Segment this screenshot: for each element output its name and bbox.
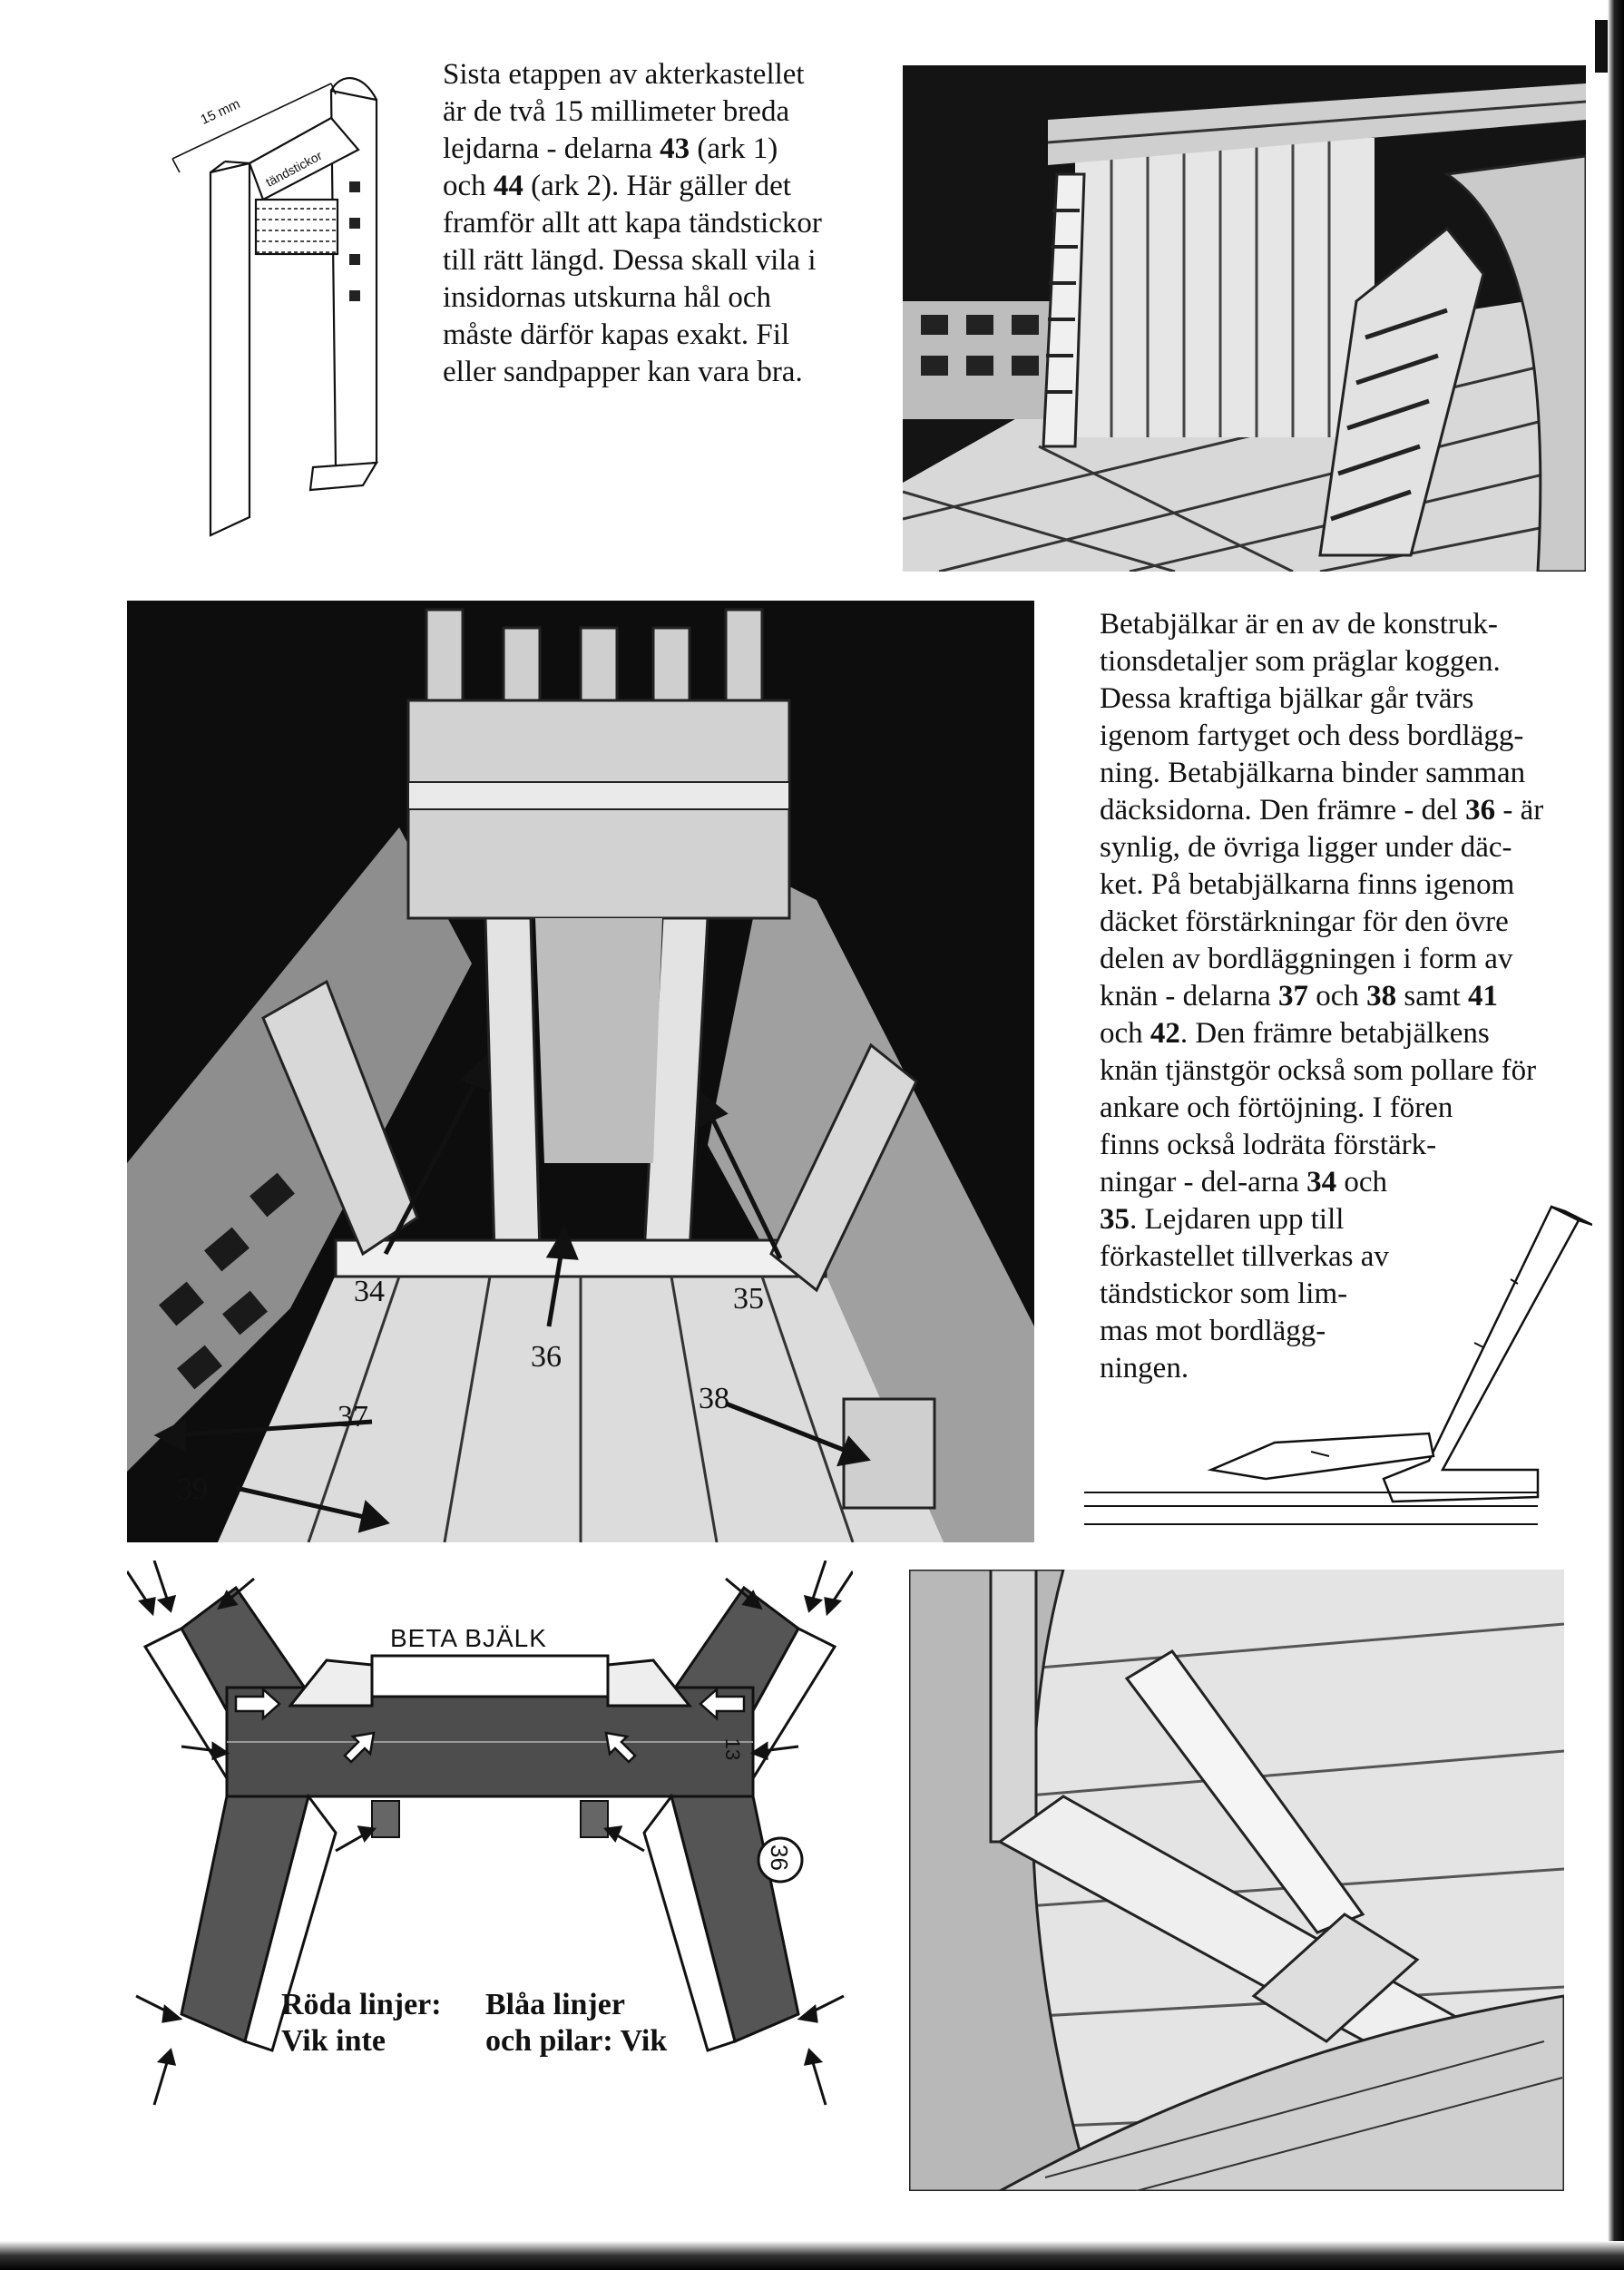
body-line: Dessa kraftiga bjälkar går tvärs: [1100, 682, 1474, 715]
sterncastle-photo: [903, 65, 1586, 572]
beam-closeup-photo: [909, 1570, 1564, 2191]
intro-line: måste därför kapas exakt. Fil: [443, 318, 790, 351]
body-line: ket. På betabjälkarna finns igenom: [1100, 868, 1515, 901]
legend-red-lines: [281, 1987, 442, 2060]
scan-edge-right: [1608, 0, 1624, 2270]
body-line: ningar - del-arna 34 och: [1100, 1166, 1388, 1199]
body-line: ankare och förtöjning. I fören: [1100, 1091, 1453, 1124]
intro-line: är de två 15 millimeter breda: [443, 95, 790, 128]
body-line: ningen.: [1100, 1352, 1189, 1385]
part-number-side: 13: [721, 1737, 745, 1761]
intro-line: lejdarna - delarna 43 (ark 1): [443, 132, 778, 165]
intro-line: Sista etappen av akterkastellet: [443, 58, 805, 91]
beam-part-diagram: [127, 1561, 853, 2123]
body-line: synlig, de övriga ligger under däc-: [1100, 831, 1512, 864]
body-line: däcket förstärkningar för den övre: [1100, 905, 1509, 938]
callout-38: 38: [699, 1382, 729, 1415]
legend-blue-line2: och pilar: Vik: [485, 2024, 668, 2058]
intro-line: till rätt längd. Dessa skall vila i: [443, 244, 817, 277]
body-line: däcksidorna. Den främre - del 36 - är: [1100, 794, 1544, 827]
intro-line: insidornas utskurna hål och: [443, 281, 772, 314]
callout-37: 37: [338, 1400, 368, 1433]
body-line: igenom fartyget och dess bordlägg-: [1100, 719, 1524, 752]
ladder-sketch: [154, 64, 417, 544]
legend-red-line1: Röda linjer:: [281, 1988, 442, 2021]
body-line: ning. Betabjälkarna binder samman: [1100, 757, 1526, 789]
callout-36: 36: [531, 1340, 562, 1374]
body-line: delen av bordläggningen i form av: [1100, 943, 1513, 975]
legend-red-line2: Vik inte: [281, 2024, 386, 2058]
body-line: knän - delarna 37 och 38 samt 41: [1100, 980, 1498, 1013]
callout-35: 35: [733, 1282, 764, 1316]
callout-39: 39: [177, 1473, 208, 1506]
dimension-label: 15 mm: [198, 96, 243, 128]
bow-interior-photo: [127, 601, 1034, 1542]
intro-line: och 44 (ark 2). Här gäller det: [443, 170, 791, 202]
knee-sketch: [1084, 1179, 1592, 1542]
beam-title: BETA BJÄLK: [390, 1624, 547, 1652]
scan-corner-mark: [1595, 20, 1608, 73]
intro-paragraph: [443, 56, 896, 391]
callout-34: 34: [354, 1275, 385, 1308]
body-line: mas mot bordlägg-: [1100, 1315, 1326, 1347]
intro-line: framför allt att kapa tändstickor: [443, 207, 822, 240]
body-line: tändstickor som lim-: [1100, 1277, 1348, 1310]
legend-blue-lines: [485, 1987, 667, 2060]
body-line: 35. Lejdaren upp till: [1100, 1203, 1345, 1236]
body-line: förkastellet tillverkas av: [1100, 1240, 1389, 1273]
scan-edge-bottom: [0, 2241, 1624, 2270]
body-line: tionsdetaljer som präglar koggen.: [1100, 645, 1501, 678]
body-line: Betabjälkar är en av de konstruk-: [1100, 608, 1498, 641]
part-number-circle: 36: [765, 1844, 793, 1871]
intro-line: eller sandpapper kan vara bra.: [443, 356, 803, 388]
body-line: knän tjänstgör också som pollare för: [1100, 1054, 1537, 1087]
match-strip-label: tändstickor: [263, 148, 325, 190]
body-line: och 42. Den främre betabjälkens: [1100, 1017, 1490, 1050]
body-line: finns också lodräta förstärk-: [1100, 1129, 1437, 1161]
legend-blue-line1: Blåa linjer: [485, 1988, 625, 2021]
